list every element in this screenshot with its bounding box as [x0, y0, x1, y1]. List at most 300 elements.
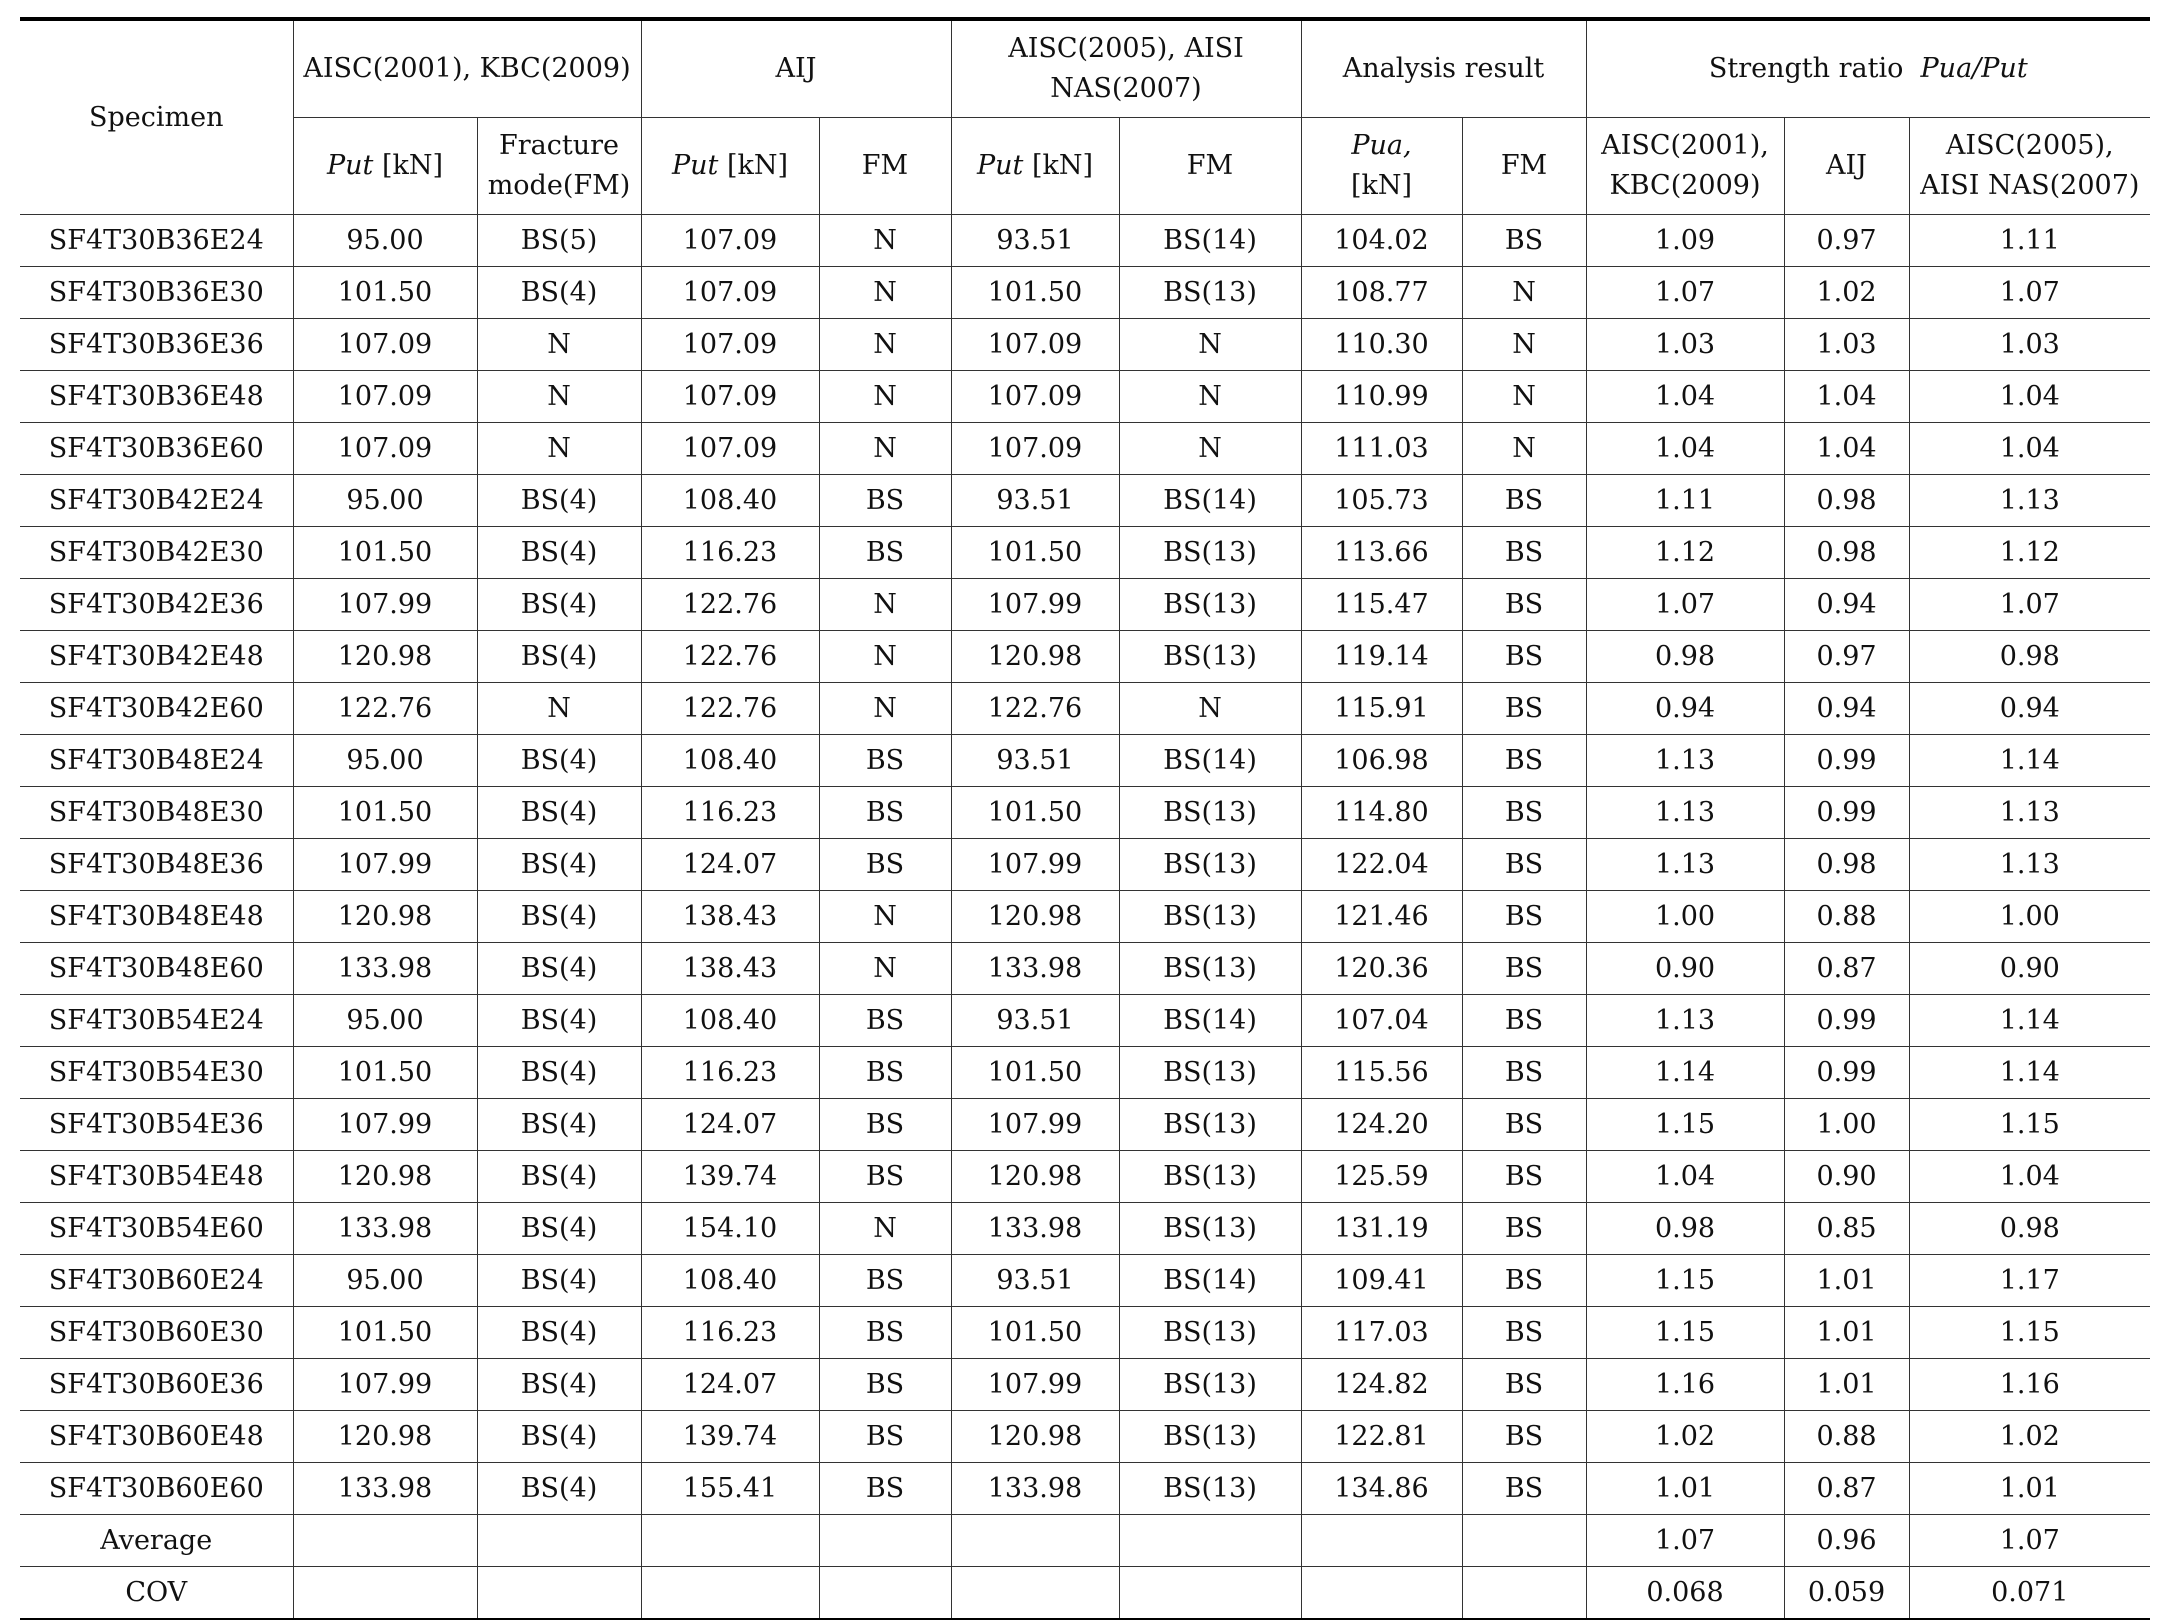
cell-fm-aij: BS [819, 1151, 951, 1203]
table-row [20, 1255, 2150, 1307]
cell-ratio-aij: 0.87 [1784, 1463, 1909, 1515]
cell-ratio-aisc2001: 0.90 [1586, 943, 1784, 995]
cell-fm-aisc2001: N [477, 683, 641, 735]
cell-ratio-aisc2005: 0.98 [1909, 1203, 2150, 1255]
table-row [20, 1203, 2150, 1255]
table-row [20, 579, 2150, 631]
cell-put-aisc2005: 120.98 [951, 1411, 1119, 1463]
cell-put-aisc2005: 107.09 [951, 371, 1119, 423]
table-row [20, 631, 2150, 683]
cell-put-aisc2001: 95.00 [293, 995, 477, 1047]
cell-put-aij: 122.76 [641, 579, 819, 631]
cell-specimen: SF4T30B36E24 [20, 215, 293, 267]
header-group-aisc2005-aisi [951, 19, 1301, 118]
table-row [20, 319, 2150, 371]
subheader-fm-3: FM [1119, 118, 1301, 215]
cell-put-aisc2001 [293, 1567, 477, 1620]
cell-fm-aisc2005: BS(14) [1119, 995, 1301, 1047]
cell-fm-aij [819, 1515, 951, 1567]
cell-pua-analysis: 109.41 [1301, 1255, 1462, 1307]
cell-fm-aij: N [819, 423, 951, 475]
table-row [20, 1463, 2150, 1515]
cell-put-aij: 108.40 [641, 1255, 819, 1307]
cell-fm-aisc2001: BS(4) [477, 1099, 641, 1151]
subheader-fm-4: FM [1462, 118, 1586, 215]
cell-ratio-aisc2001: 1.14 [1586, 1047, 1784, 1099]
cell-fm-aisc2005: BS(13) [1119, 527, 1301, 579]
cell-ratio-aisc2001: 1.13 [1586, 995, 1784, 1047]
cell-specimen: SF4T30B48E24 [20, 735, 293, 787]
cell-fm-aisc2001: N [477, 319, 641, 371]
subheader-ratio-aisc2001 [1586, 118, 1784, 215]
cell-fm-aisc2005: BS(14) [1119, 475, 1301, 527]
summary-row [20, 1567, 2150, 1620]
cell-pua-analysis: 105.73 [1301, 475, 1462, 527]
cell-ratio-aij: 0.87 [1784, 943, 1909, 995]
cell-fm-aisc2005: BS(14) [1119, 215, 1301, 267]
table-row [20, 215, 2150, 267]
cell-ratio-aij: 1.01 [1784, 1307, 1909, 1359]
cell-put-aij: 139.74 [641, 1151, 819, 1203]
cell-put-aisc2001: 101.50 [293, 267, 477, 319]
cell-put-aisc2001: 120.98 [293, 1151, 477, 1203]
cell-fm-analysis: BS [1462, 1203, 1586, 1255]
cell-fm-analysis: BS [1462, 579, 1586, 631]
cell-ratio-aisc2005: 1.13 [1909, 475, 2150, 527]
cell-fm-analysis: N [1462, 267, 1586, 319]
cell-ratio-aisc2001: 0.98 [1586, 631, 1784, 683]
cell-put-aisc2001: 95.00 [293, 735, 477, 787]
cell-put-aisc2005: 101.50 [951, 527, 1119, 579]
cell-ratio-aij: 1.04 [1784, 371, 1909, 423]
cell-put-aisc2001: 107.99 [293, 839, 477, 891]
cell-put-aisc2005: 101.50 [951, 267, 1119, 319]
cell-fm-analysis [1462, 1567, 1586, 1620]
cell-ratio-aisc2005: 0.071 [1909, 1567, 2150, 1620]
cell-specimen: SF4T30B48E30 [20, 787, 293, 839]
cell-ratio-aij: 0.88 [1784, 1411, 1909, 1463]
cell-specimen: SF4T30B54E24 [20, 995, 293, 1047]
cell-ratio-aisc2005: 1.15 [1909, 1307, 2150, 1359]
cell-specimen: SF4T30B42E24 [20, 475, 293, 527]
cell-ratio-aisc2005: 1.14 [1909, 995, 2150, 1047]
cell-put-aisc2001: 107.09 [293, 371, 477, 423]
cell-fm-analysis: BS [1462, 631, 1586, 683]
cell-fm-aisc2001: BS(4) [477, 1359, 641, 1411]
cell-ratio-aisc2005: 1.04 [1909, 1151, 2150, 1203]
cell-put-aij: 108.40 [641, 475, 819, 527]
cell-ratio-aisc2005: 1.02 [1909, 1411, 2150, 1463]
cell-fm-aij: BS [819, 475, 951, 527]
summary-row [20, 1515, 2150, 1567]
cell-put-aij: 122.76 [641, 631, 819, 683]
cell-fm-analysis: BS [1462, 839, 1586, 891]
cell-put-aisc2005: 120.98 [951, 891, 1119, 943]
cell-fm-aij: N [819, 631, 951, 683]
cell-pua-analysis: 120.36 [1301, 943, 1462, 995]
pua-unit: [kN] [1350, 170, 1413, 201]
cell-ratio-aisc2001: 1.15 [1586, 1099, 1784, 1151]
cell-fm-aisc2005: BS(13) [1119, 579, 1301, 631]
cell-pua-analysis: 115.91 [1301, 683, 1462, 735]
cell-ratio-aisc2005: 1.04 [1909, 371, 2150, 423]
cell-put-aisc2001: 95.00 [293, 1255, 477, 1307]
cell-fm-aij: N [819, 319, 951, 371]
cell-fm-aisc2001: BS(4) [477, 787, 641, 839]
cell-pua-analysis: 134.86 [1301, 1463, 1462, 1515]
cell-put-aij: 124.07 [641, 1099, 819, 1151]
cell-pua-analysis: 124.82 [1301, 1359, 1462, 1411]
cell-fm-analysis: BS [1462, 1255, 1586, 1307]
put-label: Put [976, 150, 1024, 181]
cell-ratio-aisc2005: 1.16 [1909, 1359, 2150, 1411]
cell-fm-aisc2001: BS(4) [477, 839, 641, 891]
cell-fm-analysis: BS [1462, 1099, 1586, 1151]
cell-ratio-aij: 0.97 [1784, 215, 1909, 267]
cell-specimen: SF4T30B48E48 [20, 891, 293, 943]
cell-ratio-aisc2001: 1.01 [1586, 1463, 1784, 1515]
cell-fm-aisc2005: N [1119, 371, 1301, 423]
ratio1-line1: AISC(2001), [1601, 130, 1769, 161]
cell-put-aij [641, 1567, 819, 1620]
cell-ratio-aij: 0.85 [1784, 1203, 1909, 1255]
cell-specimen: SF4T30B36E36 [20, 319, 293, 371]
cell-fm-aij: BS [819, 1047, 951, 1099]
cell-ratio-aisc2005: 1.13 [1909, 787, 2150, 839]
table-row [20, 1307, 2150, 1359]
cell-fm-aisc2005: BS(13) [1119, 787, 1301, 839]
subheader-fm-2: FM [819, 118, 951, 215]
header-group3-line2: NAS(2007) [1050, 73, 1202, 104]
kn-unit: [kN] [718, 150, 789, 181]
ratio3-line1: AISC(2005), [1945, 130, 2114, 161]
cell-put-aisc2001: 107.09 [293, 319, 477, 371]
cell-fm-aij: N [819, 891, 951, 943]
cell-fm-aisc2005: N [1119, 319, 1301, 371]
cell-fm-analysis: BS [1462, 1463, 1586, 1515]
cell-put-aisc2005: 122.76 [951, 683, 1119, 735]
cell-ratio-aisc2005: 0.90 [1909, 943, 2150, 995]
cell-specimen: SF4T30B48E60 [20, 943, 293, 995]
cell-fm-aisc2005: BS(13) [1119, 1203, 1301, 1255]
cell-ratio-aij: 1.04 [1784, 423, 1909, 475]
cell-put-aisc2001: 101.50 [293, 1307, 477, 1359]
cell-fm-analysis: N [1462, 319, 1586, 371]
header-row-subcolumns [20, 118, 2150, 215]
cell-put-aij: 124.07 [641, 839, 819, 891]
cell-specimen: SF4T30B60E36 [20, 1359, 293, 1411]
cell-pua-analysis: 117.03 [1301, 1307, 1462, 1359]
cell-put-aisc2001: 107.99 [293, 1359, 477, 1411]
cell-fm-analysis: BS [1462, 891, 1586, 943]
cell-fm-aij: BS [819, 787, 951, 839]
cell-specimen: SF4T30B54E60 [20, 1203, 293, 1255]
cell-put-aisc2005: 107.99 [951, 1099, 1119, 1151]
header-group3-line1: AISC(2005), AISI [1008, 33, 1244, 64]
fracture-line2: mode(FM) [487, 170, 631, 201]
cell-put-aisc2005: 101.50 [951, 1307, 1119, 1359]
cell-put-aij: 155.41 [641, 1463, 819, 1515]
cell-put-aij [641, 1515, 819, 1567]
cell-put-aisc2001: 133.98 [293, 1203, 477, 1255]
cell-fm-aisc2001: BS(4) [477, 475, 641, 527]
cell-ratio-aisc2005: 1.07 [1909, 579, 2150, 631]
cell-put-aij: 107.09 [641, 319, 819, 371]
cell-pua-analysis [1301, 1567, 1462, 1620]
table-row [20, 683, 2150, 735]
cell-fm-aij: N [819, 579, 951, 631]
cell-pua-analysis: 122.81 [1301, 1411, 1462, 1463]
cell-ratio-aij: 0.98 [1784, 527, 1909, 579]
cell-put-aisc2005: 93.51 [951, 1255, 1119, 1307]
cell-fm-analysis: BS [1462, 475, 1586, 527]
cell-ratio-aisc2005: 1.00 [1909, 891, 2150, 943]
cell-fm-aisc2001: BS(4) [477, 1411, 641, 1463]
table-row [20, 371, 2150, 423]
cell-put-aisc2005: 93.51 [951, 215, 1119, 267]
cell-put-aisc2001: 95.00 [293, 475, 477, 527]
cell-put-aisc2001: 120.98 [293, 1411, 477, 1463]
table-row [20, 995, 2150, 1047]
cell-put-aij: 107.09 [641, 423, 819, 475]
cell-put-aisc2005: 133.98 [951, 1463, 1119, 1515]
cell-fm-aisc2005: BS(13) [1119, 267, 1301, 319]
cell-put-aisc2005: 107.09 [951, 423, 1119, 475]
cell-fm-aisc2001: BS(4) [477, 527, 641, 579]
cell-put-aisc2005: 93.51 [951, 735, 1119, 787]
table-row [20, 527, 2150, 579]
cell-ratio-aisc2005: 1.01 [1909, 1463, 2150, 1515]
cell-put-aisc2001: 101.50 [293, 1047, 477, 1099]
cell-fm-aij: N [819, 1203, 951, 1255]
cell-ratio-aisc2005: 1.14 [1909, 735, 2150, 787]
cell-ratio-aisc2005: 1.15 [1909, 1099, 2150, 1151]
cell-fm-aisc2001: BS(4) [477, 1463, 641, 1515]
subheader-ratio-aisc2005 [1909, 118, 2150, 215]
table-row [20, 423, 2150, 475]
cell-ratio-aisc2001: 1.13 [1586, 839, 1784, 891]
cell-fm-analysis: BS [1462, 735, 1586, 787]
cell-put-aisc2001: 133.98 [293, 943, 477, 995]
cell-fm-aij: BS [819, 839, 951, 891]
cell-put-aisc2005: 120.98 [951, 631, 1119, 683]
cell-fm-analysis: BS [1462, 943, 1586, 995]
cell-ratio-aij: 0.99 [1784, 735, 1909, 787]
cell-fm-aij: BS [819, 1307, 951, 1359]
cell-put-aij: 108.40 [641, 735, 819, 787]
header-row-groups [20, 19, 2150, 118]
cell-ratio-aij: 0.90 [1784, 1151, 1909, 1203]
cell-ratio-aisc2005: 1.07 [1909, 267, 2150, 319]
cell-put-aisc2001: 107.99 [293, 1099, 477, 1151]
cell-fm-aij: N [819, 371, 951, 423]
cell-pua-analysis: 125.59 [1301, 1151, 1462, 1203]
header-specimen: Specimen [20, 19, 293, 215]
cell-put-aij: 139.74 [641, 1411, 819, 1463]
cell-specimen: SF4T30B36E30 [20, 267, 293, 319]
table-row [20, 943, 2150, 995]
cell-put-aisc2005: 107.99 [951, 1359, 1119, 1411]
cell-specimen: SF4T30B42E36 [20, 579, 293, 631]
cell-put-aisc2001 [293, 1515, 477, 1567]
cell-pua-analysis: 106.98 [1301, 735, 1462, 787]
cell-fm-aij: N [819, 215, 951, 267]
cell-pua-analysis: 111.03 [1301, 423, 1462, 475]
subheader-put-1 [293, 118, 477, 215]
cell-fm-analysis: BS [1462, 683, 1586, 735]
pua-label: Pua, [1351, 130, 1412, 161]
cell-fm-aisc2005: BS(13) [1119, 1411, 1301, 1463]
cell-specimen: Average [20, 1515, 293, 1567]
cell-specimen: SF4T30B60E24 [20, 1255, 293, 1307]
cell-put-aij: 116.23 [641, 527, 819, 579]
ratio1-line2: KBC(2009) [1609, 170, 1761, 201]
cell-ratio-aij: 0.94 [1784, 579, 1909, 631]
cell-fm-aisc2001: BS(4) [477, 1255, 641, 1307]
subheader-pua [1301, 118, 1462, 215]
cell-ratio-aij: 1.01 [1784, 1359, 1909, 1411]
cell-ratio-aisc2001: 1.15 [1586, 1255, 1784, 1307]
cell-put-aij: 107.09 [641, 267, 819, 319]
cell-pua-analysis: 107.04 [1301, 995, 1462, 1047]
cell-ratio-aisc2001: 1.04 [1586, 1151, 1784, 1203]
cell-fm-aij: N [819, 943, 951, 995]
cell-specimen: SF4T30B60E48 [20, 1411, 293, 1463]
cell-fm-analysis: BS [1462, 1411, 1586, 1463]
cell-specimen: SF4T30B36E48 [20, 371, 293, 423]
cell-ratio-aisc2001: 1.07 [1586, 1515, 1784, 1567]
cell-fm-aisc2005: BS(13) [1119, 1463, 1301, 1515]
cell-ratio-aisc2001: 1.12 [1586, 527, 1784, 579]
cell-fm-aisc2005: BS(13) [1119, 839, 1301, 891]
subheader-fracture-mode [477, 118, 641, 215]
header-group-aisc2001-kbc2009: AISC(2001), KBC(2009) [293, 19, 641, 118]
cell-ratio-aisc2001: 1.07 [1586, 267, 1784, 319]
cell-put-aisc2005: 133.98 [951, 943, 1119, 995]
table-row [20, 267, 2150, 319]
cell-fm-aisc2001: BS(4) [477, 735, 641, 787]
cell-pua-analysis: 113.66 [1301, 527, 1462, 579]
cell-fm-aisc2005: N [1119, 683, 1301, 735]
table-row [20, 1151, 2150, 1203]
cell-pua-analysis [1301, 1515, 1462, 1567]
cell-fm-analysis: BS [1462, 1151, 1586, 1203]
cell-fm-aij: BS [819, 1099, 951, 1151]
fracture-line1: Fracture [499, 130, 619, 161]
cell-specimen: SF4T30B54E30 [20, 1047, 293, 1099]
cell-pua-analysis: 124.20 [1301, 1099, 1462, 1151]
cell-put-aij: 154.10 [641, 1203, 819, 1255]
cell-ratio-aij: 0.059 [1784, 1567, 1909, 1620]
cell-fm-aij: BS [819, 1359, 951, 1411]
cell-fm-aisc2005: BS(14) [1119, 735, 1301, 787]
cell-put-aij: 116.23 [641, 1047, 819, 1099]
cell-ratio-aij: 0.98 [1784, 475, 1909, 527]
cell-put-aisc2005: 101.50 [951, 787, 1119, 839]
cell-put-aisc2001: 107.09 [293, 423, 477, 475]
cell-fm-analysis: BS [1462, 787, 1586, 839]
cell-fm-aisc2001 [477, 1567, 641, 1620]
cell-put-aisc2005: 107.99 [951, 579, 1119, 631]
table-header [20, 19, 2150, 215]
cell-fm-aisc2005: BS(13) [1119, 891, 1301, 943]
cell-ratio-aisc2001: 0.94 [1586, 683, 1784, 735]
cell-fm-analysis: BS [1462, 1047, 1586, 1099]
cell-fm-aisc2001: N [477, 423, 641, 475]
cell-fm-aisc2001: BS(4) [477, 579, 641, 631]
cell-ratio-aisc2005: 1.14 [1909, 1047, 2150, 1099]
cell-fm-aisc2001: BS(5) [477, 215, 641, 267]
cell-fm-analysis: N [1462, 371, 1586, 423]
cell-fm-aij: N [819, 683, 951, 735]
cell-put-aij: 124.07 [641, 1359, 819, 1411]
cell-ratio-aij: 0.94 [1784, 683, 1909, 735]
cell-ratio-aij: 0.88 [1784, 891, 1909, 943]
cell-put-aisc2001: 107.99 [293, 579, 477, 631]
ratio3-line2: AISI NAS(2007) [1920, 170, 2140, 201]
cell-put-aij: 116.23 [641, 787, 819, 839]
cell-ratio-aisc2001: 1.11 [1586, 475, 1784, 527]
table-row [20, 787, 2150, 839]
cell-ratio-aij: 1.01 [1784, 1255, 1909, 1307]
cell-ratio-aij: 0.99 [1784, 995, 1909, 1047]
cell-ratio-aisc2005: 1.07 [1909, 1515, 2150, 1567]
header-group-analysis-result: Analysis result [1301, 19, 1586, 118]
cell-ratio-aisc2001: 1.09 [1586, 215, 1784, 267]
cell-fm-aisc2001: BS(4) [477, 267, 641, 319]
header-group-strength-ratio [1586, 19, 2150, 118]
cell-pua-analysis: 131.19 [1301, 1203, 1462, 1255]
cell-pua-analysis: 114.80 [1301, 787, 1462, 839]
cell-put-aisc2001: 101.50 [293, 527, 477, 579]
subheader-put-2 [641, 118, 819, 215]
cell-specimen: SF4T30B48E36 [20, 839, 293, 891]
cell-pua-analysis: 115.56 [1301, 1047, 1462, 1099]
cell-fm-aisc2001: BS(4) [477, 1203, 641, 1255]
table-row [20, 735, 2150, 787]
cell-ratio-aisc2001: 1.04 [1586, 423, 1784, 475]
cell-fm-aisc2005: BS(14) [1119, 1255, 1301, 1307]
cell-ratio-aij: 0.98 [1784, 839, 1909, 891]
cell-fm-aisc2005: BS(13) [1119, 1047, 1301, 1099]
cell-fm-aisc2005 [1119, 1567, 1301, 1620]
cell-ratio-aij: 1.00 [1784, 1099, 1909, 1151]
table-body [20, 215, 2150, 1620]
cell-ratio-aisc2001: 0.068 [1586, 1567, 1784, 1620]
cell-fm-aisc2005: BS(13) [1119, 1099, 1301, 1151]
cell-put-aisc2005: 107.09 [951, 319, 1119, 371]
cell-specimen: SF4T30B42E48 [20, 631, 293, 683]
cell-ratio-aisc2001: 0.98 [1586, 1203, 1784, 1255]
table-row [20, 1411, 2150, 1463]
cell-specimen: COV [20, 1567, 293, 1620]
cell-fm-analysis: BS [1462, 1307, 1586, 1359]
cell-fm-aij: BS [819, 1411, 951, 1463]
cell-fm-analysis: BS [1462, 995, 1586, 1047]
cell-ratio-aisc2005: 1.13 [1909, 839, 2150, 891]
cell-put-aisc2001: 133.98 [293, 1463, 477, 1515]
cell-put-aisc2005: 133.98 [951, 1203, 1119, 1255]
cell-put-aisc2001: 122.76 [293, 683, 477, 735]
cell-put-aij: 122.76 [641, 683, 819, 735]
cell-ratio-aisc2001: 1.02 [1586, 1411, 1784, 1463]
cell-fm-aij: BS [819, 527, 951, 579]
cell-fm-aisc2001: BS(4) [477, 631, 641, 683]
table-row [20, 1047, 2150, 1099]
table-row [20, 475, 2150, 527]
cell-ratio-aij: 0.96 [1784, 1515, 1909, 1567]
cell-fm-aisc2005: N [1119, 423, 1301, 475]
